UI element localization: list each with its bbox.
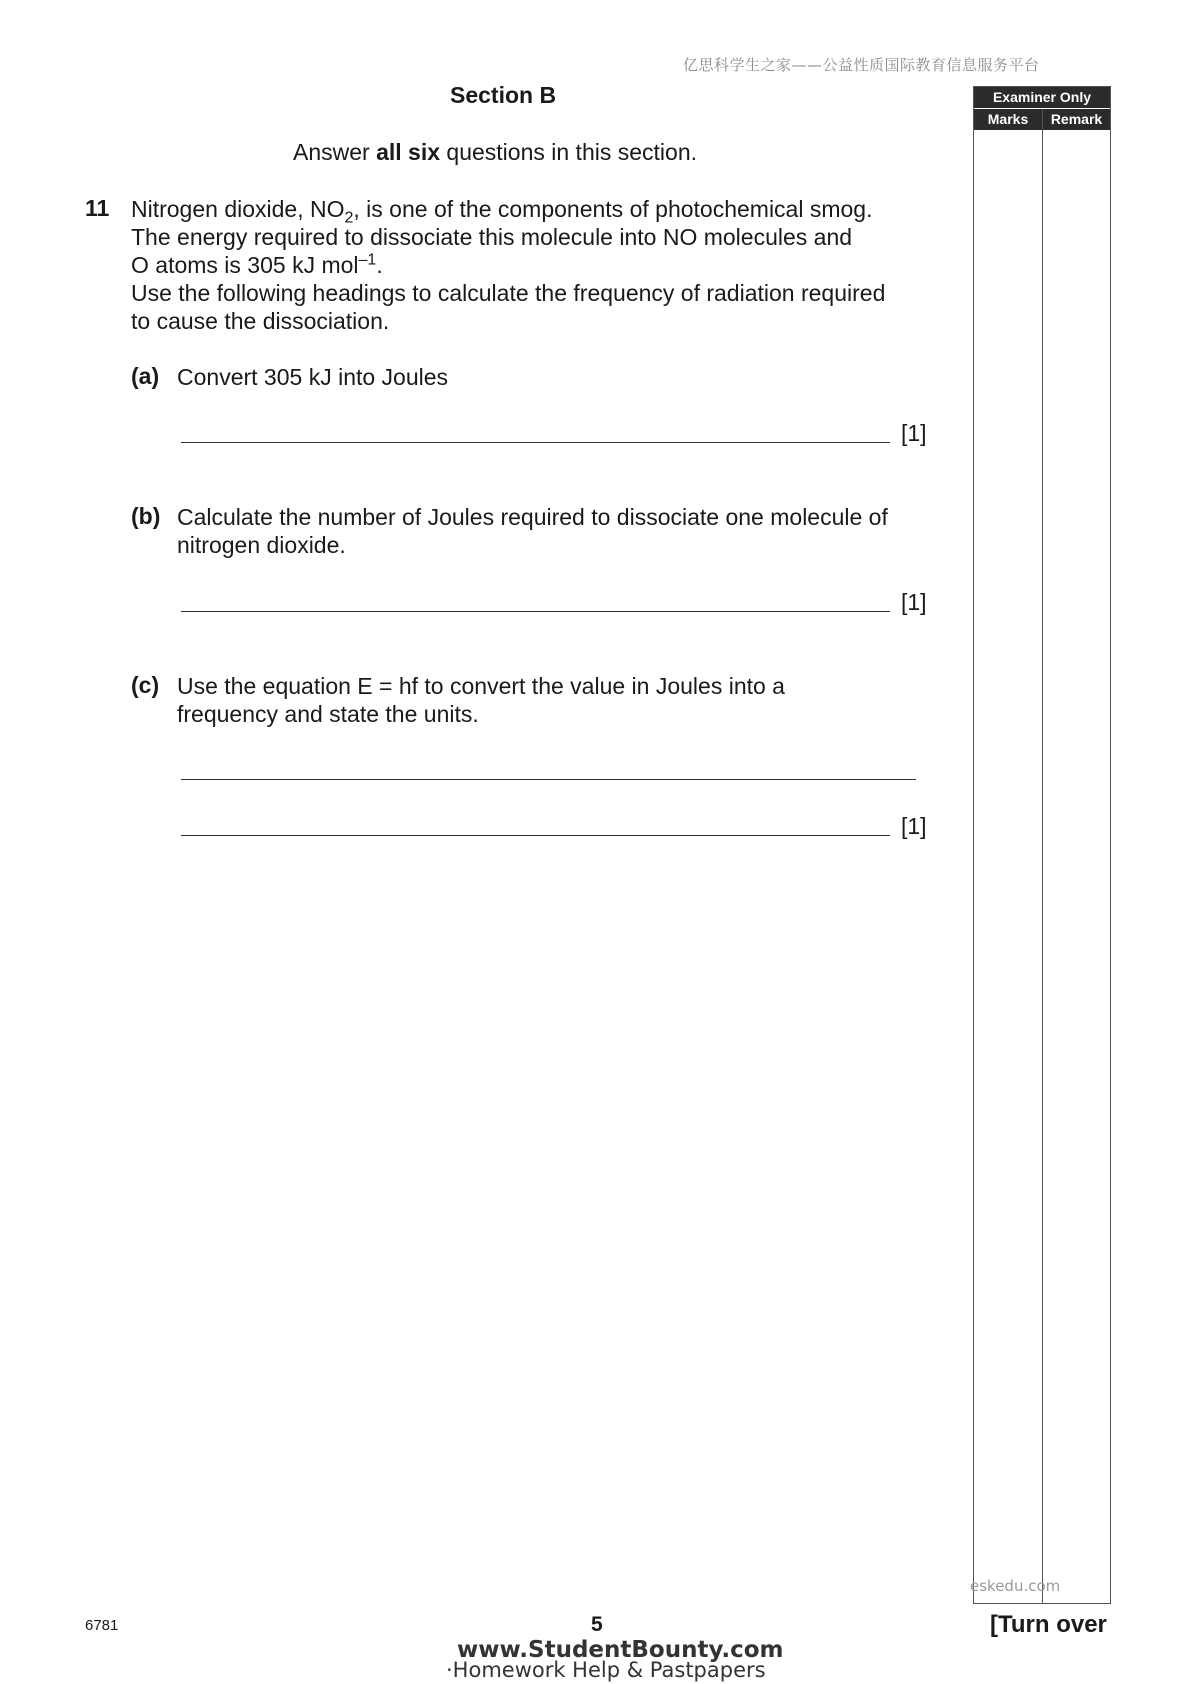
part-a-answer-line[interactable] — [181, 442, 890, 443]
studentbounty-tagline: ·Homework Help & Pastpapers — [446, 1658, 766, 1682]
header-watermark: 亿思科学生之家——公益性质国际教育信息服务平台 — [683, 56, 1040, 74]
stem-text: , is one of the components of photochemical smog. — [353, 196, 873, 222]
turn-over-label: [Turn over — [990, 1611, 1107, 1638]
part-c-answer-line-2[interactable] — [181, 835, 890, 836]
part-c-text-line-1: Use the equation E = hf to convert the value in Joules into a — [177, 673, 785, 699]
part-b-label: (b) — [131, 503, 161, 529]
question-stem-line-3 — [131, 251, 383, 279]
stem-text: O atoms is 305 kJ mol — [131, 252, 359, 278]
paper-code: 6781 — [85, 1617, 119, 1634]
part-c-mark: [1] — [901, 813, 927, 839]
part-c-answer-line-1[interactable] — [181, 779, 916, 780]
instruction-bold: all six — [376, 139, 441, 165]
question-number: 11 — [85, 195, 110, 221]
eskedu-watermark: eskedu.com — [970, 1577, 1061, 1595]
section-title: Section B — [450, 82, 557, 108]
question-stem-line-4: Use the following headings to calculate the frequency of radiation required — [131, 280, 886, 306]
part-c-label: (c) — [131, 672, 160, 698]
part-a-text: Convert 305 kJ into Joules — [177, 364, 449, 390]
examiner-column-divider — [1042, 109, 1043, 1603]
part-a-label: (a) — [131, 363, 160, 389]
part-b-text-line-2: nitrogen dioxide. — [177, 532, 346, 558]
studentbounty-url: www.StudentBounty.com — [457, 1637, 784, 1663]
part-b-mark: [1] — [901, 589, 927, 615]
question-stem-line-2: The energy required to dissociate this molecule into NO molecules and — [131, 224, 853, 250]
section-instructions — [293, 139, 697, 166]
part-b-text-line-1: Calculate the number of Joules required to dissociate one molecule of — [177, 504, 888, 530]
instruction-pre: Answer — [293, 139, 377, 165]
examiner-only-column — [973, 86, 1111, 1604]
question-stem-line-5: to cause the dissociation. — [131, 308, 390, 334]
part-b-answer-line[interactable] — [181, 611, 890, 612]
stem-text: Nitrogen dioxide, NO — [131, 196, 345, 222]
page-number: 5 — [591, 1613, 603, 1636]
marks-header: Marks — [974, 109, 1042, 130]
part-c-text-line-2: frequency and state the units. — [177, 701, 479, 727]
instruction-post: questions in this section. — [440, 139, 698, 165]
examiner-only-header: Examiner Only — [974, 87, 1110, 108]
stem-text: . — [376, 252, 383, 278]
part-a-mark: [1] — [901, 420, 927, 446]
remark-header: Remark — [1043, 109, 1110, 130]
question-stem-line-1 — [131, 195, 873, 227]
subscript: 2 — [344, 209, 354, 227]
superscript: –1 — [358, 251, 377, 269]
